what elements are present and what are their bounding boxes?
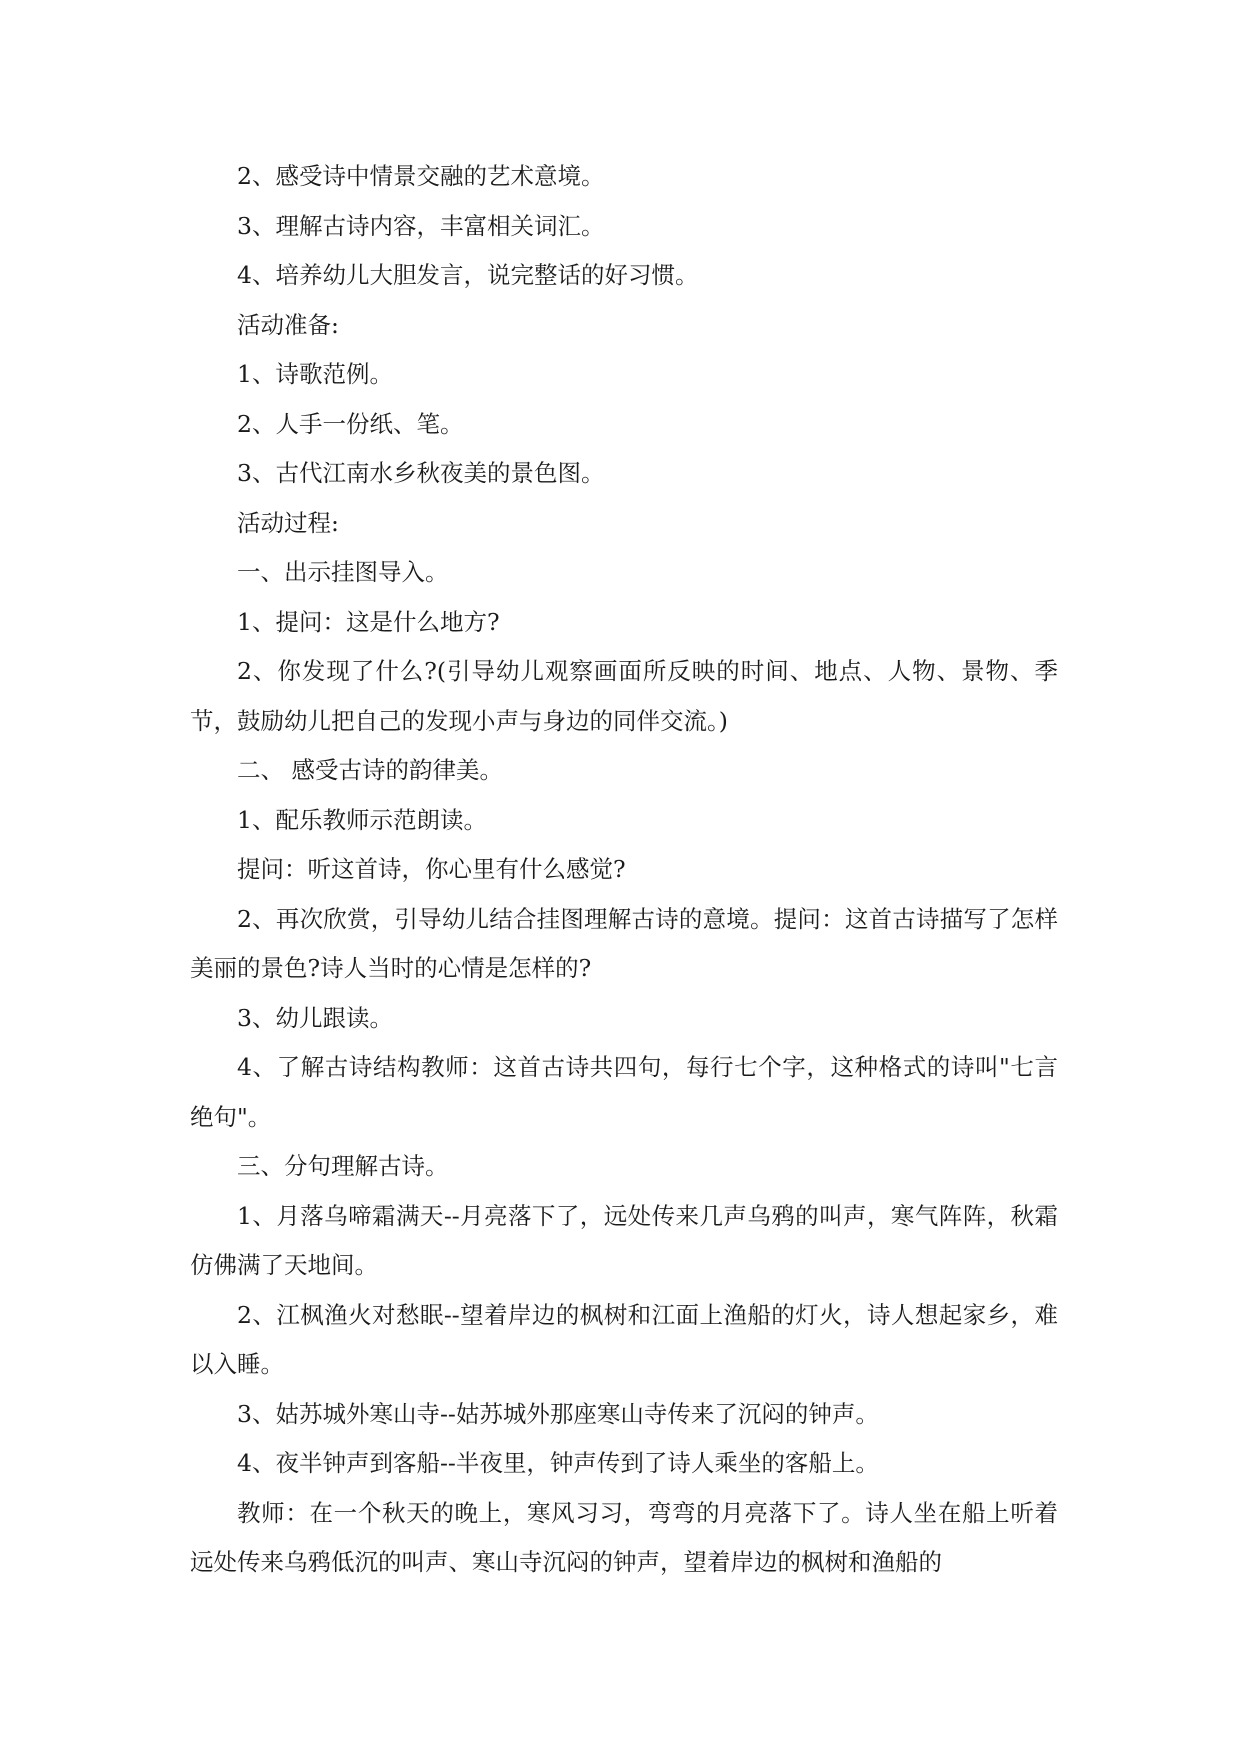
process-step-1-heading: 一、出示挂图导入。 <box>237 558 449 586</box>
teacher-narration: 教师：在一个秋天的晚上，寒风习习，弯弯的月亮落下了。诗人坐在船上听着远处传来乌鸦低沉的叫声、寒山寺沉闷的钟声，望着岸边的枫树和渔船的 <box>190 1498 1058 1576</box>
goal-3: 3、理解古诗内容，丰富相关词汇。 <box>237 211 605 240</box>
goal-2: 2、感受诗中情景交融的艺术意境。 <box>237 162 605 190</box>
process-step-2-item-2: 2、再次欣赏，引导幼儿结合挂图理解古诗的意境。提问：这首古诗描写了怎样美丽的景色?诗人当时的心情是怎样的? <box>190 904 1058 982</box>
poem-line-2: 2、江枫渔火对愁眠--望着岸边的枫树和江面上渔船的灯火，诗人想起家乡，难以入睡。 <box>190 1300 1058 1378</box>
process-step-2-question: 提问：听这首诗，你心里有什么感觉? <box>237 855 626 883</box>
goal-4: 4、培养幼儿大胆发言，说完整话的好习惯。 <box>237 261 699 289</box>
preparation-1: 1、诗歌范例。 <box>237 360 393 388</box>
process-step-2-item-1: 1、配乐教师示范朗读。 <box>237 805 487 834</box>
process-step-2-item-4: 4、了解古诗结构教师：这首古诗共四句，每行七个字，这种格式的诗叫"七言绝句"。 <box>190 1053 1058 1131</box>
process-step-3-heading: 三、分句理解古诗。 <box>237 1152 449 1180</box>
process-step-2-heading: 二、 感受古诗的韵律美。 <box>237 756 503 784</box>
preparation-2: 2、人手一份纸、笔。 <box>237 409 464 438</box>
process-step-1-item-1: 1、提问：这是什么地方? <box>237 607 500 636</box>
poem-line-3: 3、姑苏城外寒山寺--姑苏城外那座寒山寺传来了沉闷的钟声。 <box>237 1399 879 1428</box>
poem-line-4: 4、夜半钟声到客船--半夜里，钟声传到了诗人乘坐的客船上。 <box>237 1449 879 1477</box>
section-heading-process: 活动过程: <box>237 508 339 537</box>
section-heading-preparation: 活动准备: <box>237 310 339 339</box>
document-body <box>190 152 1058 1588</box>
poem-line-1: 1、月落乌啼霜满天--月亮落下了，远处传来几声乌鸦的叫声，寒气阵阵，秋霜仿佛满了天地间。 <box>190 1201 1058 1279</box>
process-step-1-item-2: 2、你发现了什么?(引导幼儿观察画面所反映的时间、地点、人物、景物、季节，鼓励幼儿把自己的发现小声与身边的同伴交流。) <box>190 657 1058 735</box>
preparation-3: 3、古代江南水乡秋夜美的景色图。 <box>237 459 605 487</box>
process-step-2-item-3: 3、幼儿跟读。 <box>237 1003 393 1032</box>
